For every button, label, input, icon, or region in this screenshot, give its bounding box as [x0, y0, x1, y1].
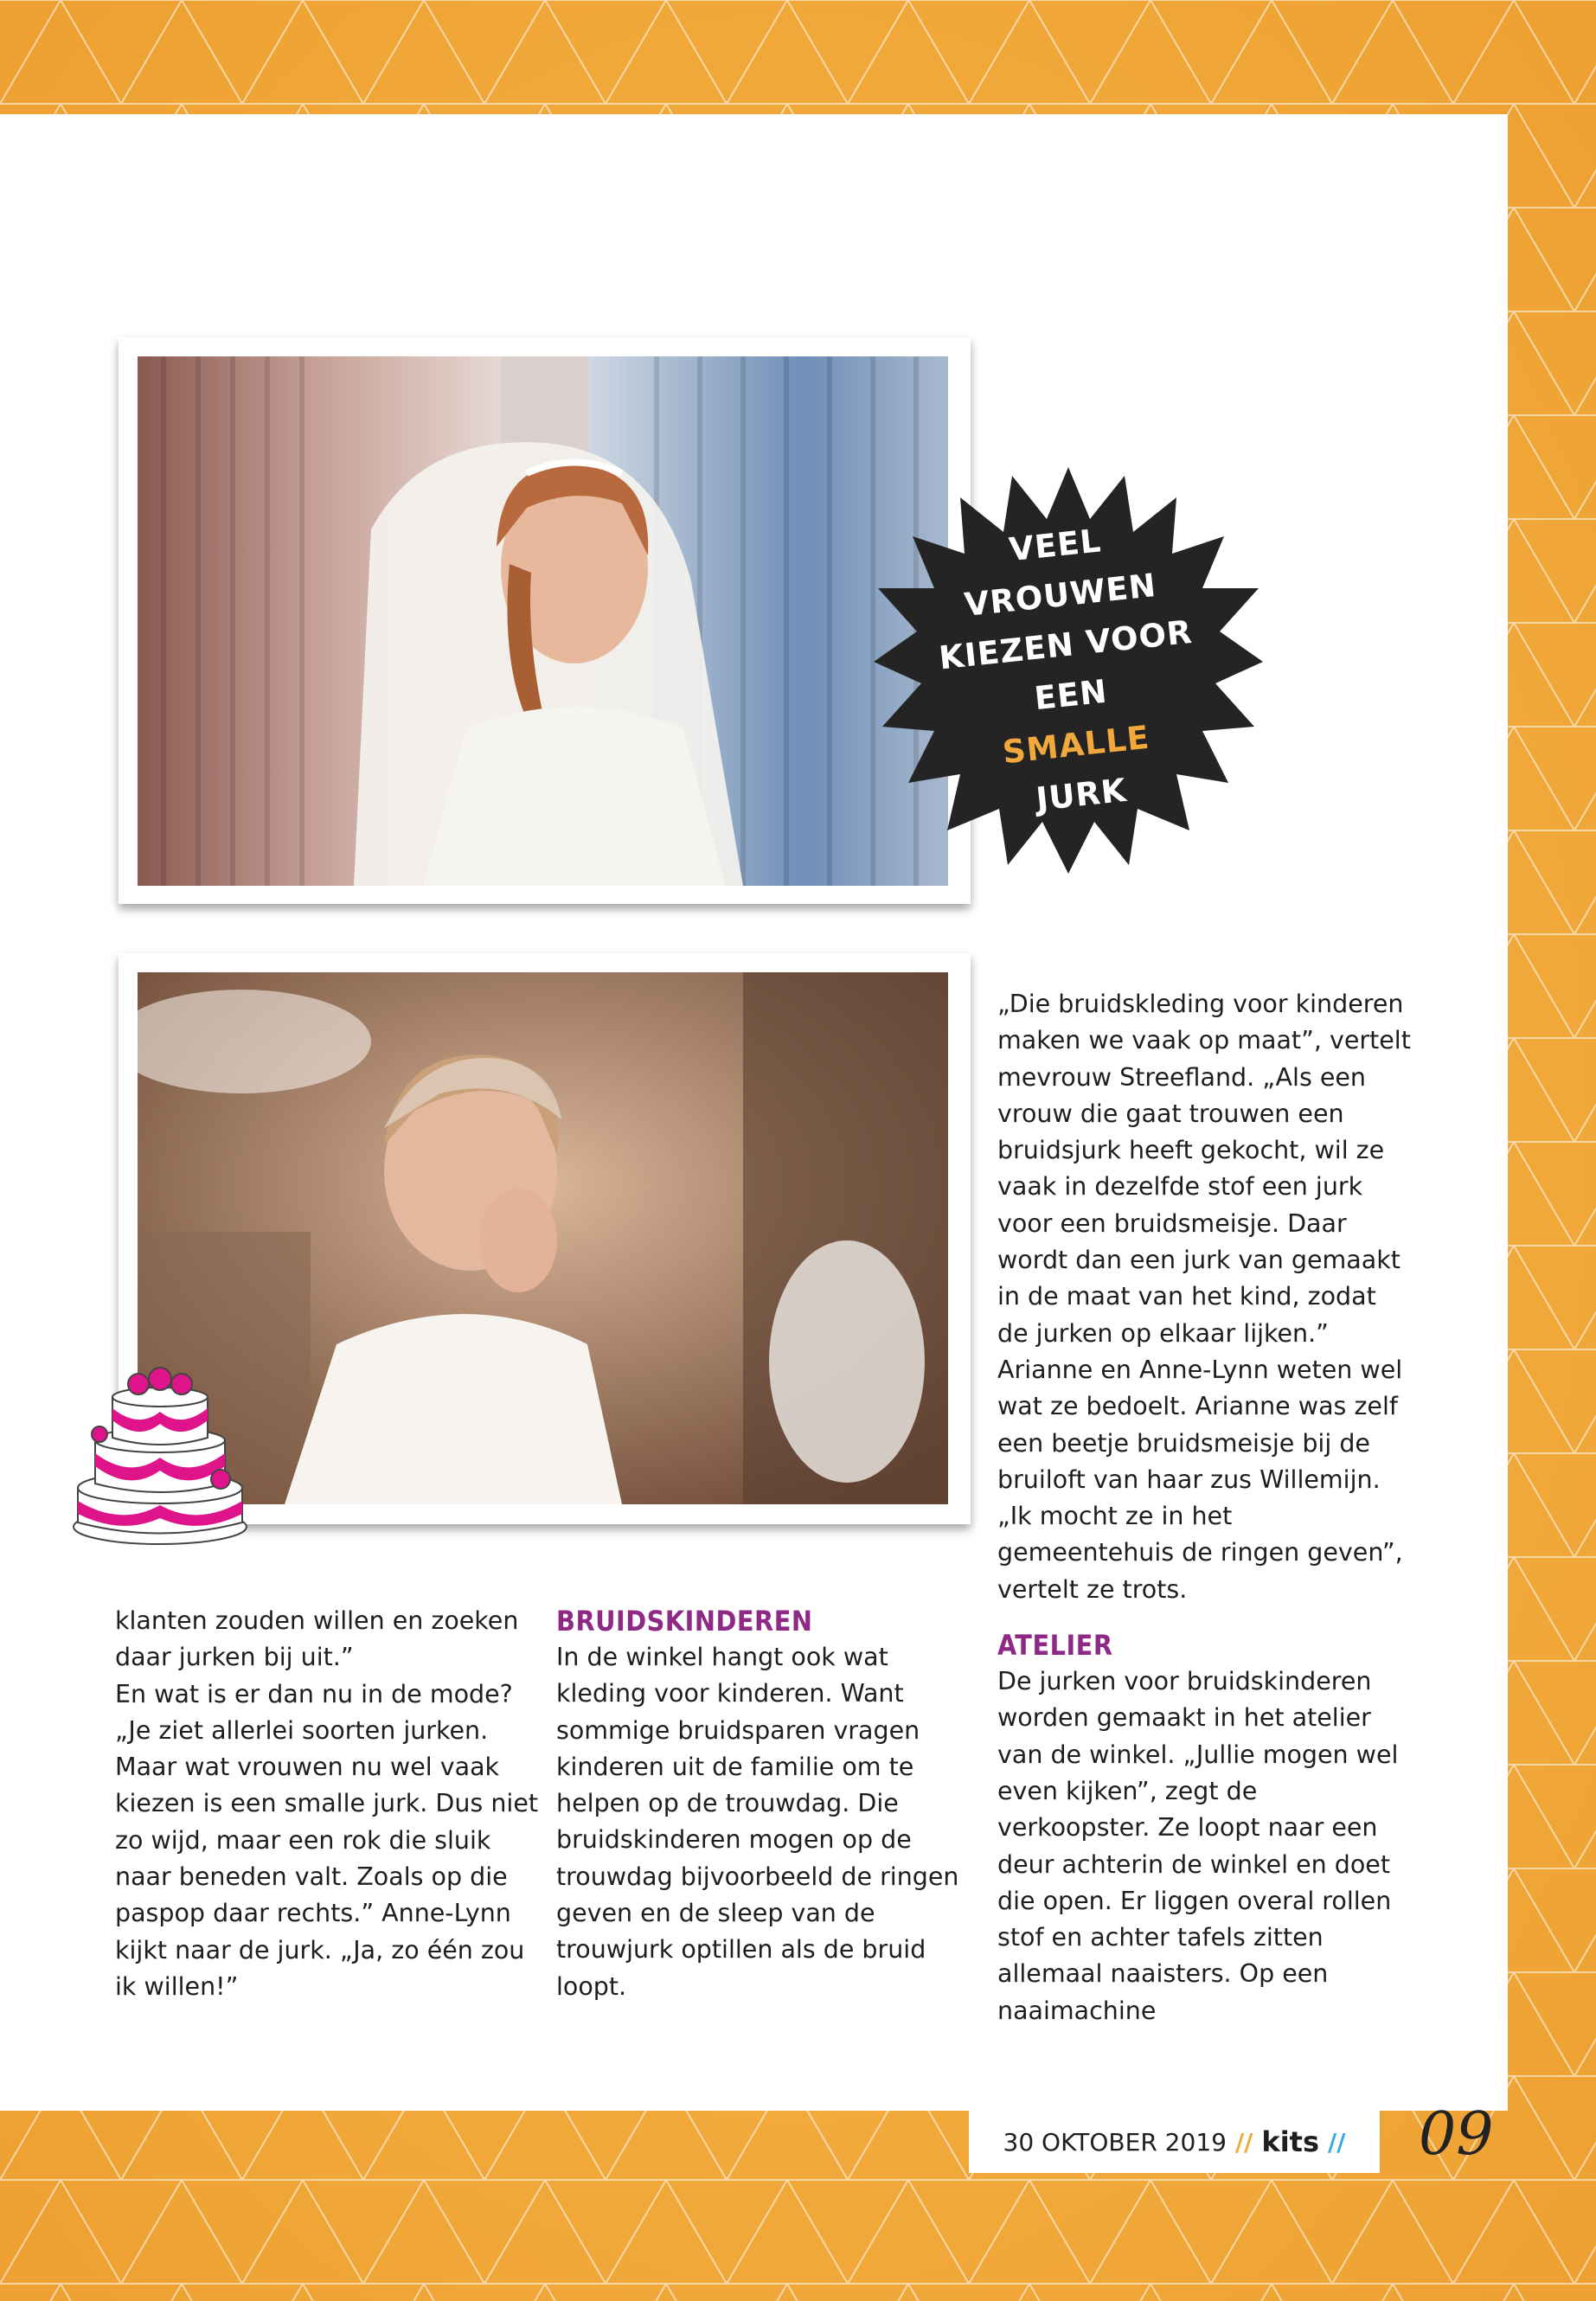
section-heading-bruidskinderen: BRUIDSKINDEREN	[556, 1605, 813, 1638]
photo-laughing-girl	[138, 972, 948, 1504]
photo-girl-with-veil	[138, 356, 948, 886]
column3-paragraph-1: „Die bruidskleding voor kinderen maken we vaak op maat”, vertelt mevrouw Streefland. „Als een vrouw die gaat trouwen een bruidsjurk heeft gekocht, wil ze vaak in dezelfde stof een jurk voor een bruidsmeisje. Daar wordt dan een jurk van gemaakt in de maat van het kind, zodat de jurken op elkaar lijken.” Arianne en Anne-Lynn weten wel wat ze bedoelt. Arianne was zelf een beetje bruidsmeisje bij de bruiloft van haar zus Willemijn. „Ik mocht ze in het gemeentehuis de ringen geven”, vertelt ze trots.	[997, 990, 1411, 1604]
page-number: 09	[1419, 2100, 1494, 2169]
photo-frame-top	[119, 337, 971, 904]
column3-paragraph-2: De jurken voor bruidskinderen worden gemaakt in het atelier van de winkel. „Jullie mogen wel even kijken”, zegt de verkoopster. Ze loopt naar een deur achterin de winkel en doet die open. Er liggen overal rollen stof en achter tafels zitten allemaal naaisters. Op een naaimachine	[997, 1667, 1399, 2025]
column1-paragraph-1: klanten zouden willen en zoeken daar jurken bij uit.”	[115, 1606, 519, 1672]
text-column-3	[997, 986, 1413, 2029]
starburst-line-1: VEEL	[1007, 522, 1104, 569]
footer-separator: //	[1234, 2127, 1253, 2157]
footer-date: 30 OKTOBER 2019	[1003, 2127, 1227, 2157]
text-column-2	[556, 1603, 971, 2005]
wedding-cake-illustration	[69, 1358, 251, 1548]
starburst-quote-badge	[874, 467, 1263, 874]
text-column-1	[115, 1603, 539, 2005]
starburst-line-2: VROUWEN	[962, 566, 1158, 625]
starburst-line-3: KIEZEN VOOR	[937, 612, 1195, 677]
starburst-line-6: JURK	[1034, 771, 1129, 818]
column2-paragraph: In de winkel hangt ook wat kleding voor kinderen. Want sommige bruidsparen vragen kinderen uit de familie om te helpen op de trouwdag. Die bruidskinderen mogen op de trouwdag bijvoorbeeld de ringen geven en de sleep van de trouwjurk optillen als de bruid loopt.	[556, 1643, 959, 2001]
starburst-line-5-accent: SMALLE	[1000, 718, 1152, 772]
footer-separator-2: //	[1328, 2127, 1346, 2157]
column1-paragraph-2: En wat is er dan nu in de mode? „Je ziet allerlei soorten jurken. Maar wat vrouwen nu wel vaak kiezen is een smalle jurk. Dus niet zo wijd, maar een rok die sluik naar beneden valt. Zoals op die paspop daar rechts.” Anne-Lynn kijkt naar de jurk. „Ja, zo één zou ik willen!”	[115, 1679, 539, 2001]
starburst-line-4: EEN	[1032, 672, 1110, 718]
footer-brand-logo: kits	[1261, 2125, 1319, 2158]
section-heading-atelier: ATELIER	[997, 1629, 1113, 1663]
footer-date-brand-tab	[969, 2111, 1380, 2173]
